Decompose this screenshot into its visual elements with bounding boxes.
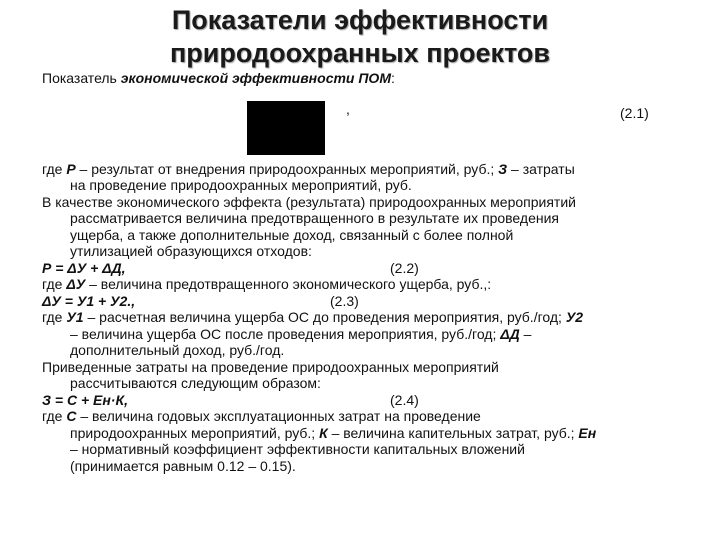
where-3-line-3: дополнительный доход, руб./год. [70,342,285,358]
formula-2-3-number: (2.3) [330,292,359,309]
where-4-line-2: природоохранных мероприятий, руб.; К – величина капительных затрат, руб.; Ен [70,424,597,441]
effect-para-line-1: В качестве экономического эффекта (результата) природоохранных мероприятий [42,193,576,210]
effect-para-line-4: утилизацией образующихся отходов: [70,243,312,259]
slide-body [42,70,692,474]
title-line-2: природоохранных проектов [170,38,550,68]
costs-para-line-2: рассчитываются следующим образом: [70,375,321,391]
intro-line [42,70,692,87]
intro-prefix: Показатель [42,70,121,86]
slide-title [0,4,720,70]
var-z: З [498,160,508,177]
intro-suffix: : [391,70,395,86]
formula-2-3 [42,293,692,310]
where-2-line: где ΔУ – величина предотвращенного экономического ущерба, руб.,: [42,276,492,292]
intro-emphasis: экономической эффективности ПОМ [120,70,391,86]
costs-para-line-1: Приведенные затраты на проведение природоохранных мероприятий [42,358,499,375]
var-du: ΔУ [66,276,86,292]
formula-2-4-number: (2.4) [390,391,419,408]
formula-2-2-number: (2.2) [390,259,419,276]
var-en: Ен [578,424,597,441]
var-k: К [319,424,328,441]
formula-2-2 [42,260,692,277]
where-1-line-1: где Р – результат от внедрения природоохранных мероприятий, руб.; З – затраты [42,160,575,177]
formula-2-1-number: (2.1) [620,104,649,121]
formula-2-2-expr: Р = ΔУ + ΔД, [42,259,126,276]
formula-2-4 [42,392,692,409]
var-c: С [66,408,77,424]
where-4-line-1: где С – величина годовых эксплуатационных затрат на проведение [42,408,481,424]
effect-para-line-2: рассматривается величина предотвращенного в результате их проведения [70,210,559,226]
formula-2-1-comma: , [346,100,350,117]
where-3-line-2: – величина ущерба ОС после проведения мероприятия, руб./год; ΔД – [70,325,532,342]
formula-2-3-expr: ΔУ = У1 + У2., [42,292,136,309]
title-line-1: Показатели эффективности [171,5,549,35]
var-p: Р [66,160,76,177]
formula-2-4-expr: З = С + Ен·К, [42,391,128,408]
var-dd: ΔД [500,325,520,342]
formula-2-1 [42,87,692,155]
var-u1: У1 [66,309,84,325]
effect-para-line-3: ущерба, а также дополнительные доход, связанный с более полной [70,226,514,243]
where-3-line-1: где У1 – расчетная величина ущерба ОС до проведения мероприятия, руб./год; У2 [42,309,584,325]
formula-image [247,101,325,155]
where-4-line-3: – нормативный коэффициент эффективности капитальных вложений [70,441,525,457]
where-1-line-2: на проведение природоохранных мероприятий, руб. [70,177,412,193]
where-4-line-4: (принимается равным 0.12 – 0.15). [70,457,296,474]
var-u2: У2 [565,309,584,325]
